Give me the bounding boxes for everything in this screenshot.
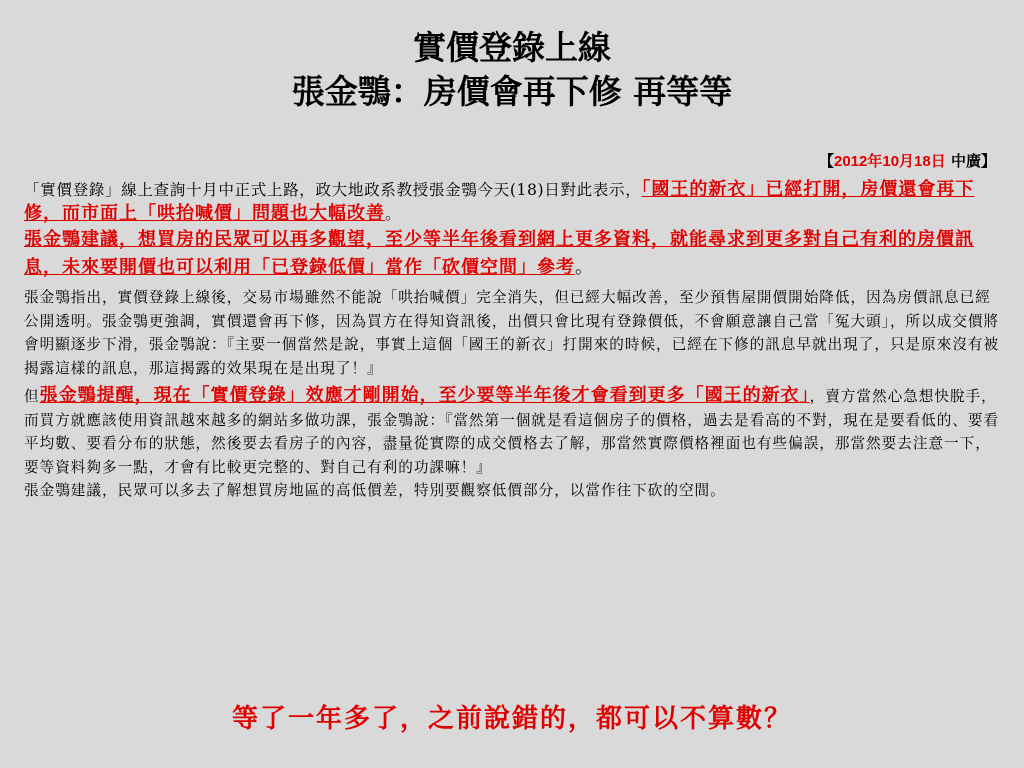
paragraph-4-lead: 但: [24, 388, 40, 405]
paragraph-5: 張金鶚建議，民眾可以多去了解想買房地區的高低價差，特別要觀察低價部分，以當作往下砍的空間。: [24, 482, 726, 499]
paragraph-3: 張金鶚指出，實價登錄上線後，交易市場雖然不能說「哄抬喊價」完全消失，但已經大幅改善，至少預售屋開價開始降低，因為房價訊息已經公開透明。張金鶚更強調，實價還會再下修，因為買方在得知資訊後，出價只會比現有登錄價低，不會願意讓自己當「冤大頭」，所以成交價將會明顯逐步下滑，張金鶚說：『主要一個當然是說，事實上這個「國王的新衣」打開來的時候，已經在下修的訊息早就出現了，只是原來沒有被揭露這樣的訊息，那這揭露的效果現在是出現了！』: [24, 289, 1000, 377]
title-line-1: 實價登錄上線: [413, 28, 611, 67]
paragraph-1-lead: 「實價登錄」線上查詢十月中正式上路，政大地政系教授張金鶚今天(18)日對此表示，: [24, 181, 642, 199]
source-close-bracket: 】: [980, 152, 996, 170]
source-open-bracket: 【: [818, 152, 834, 170]
title-line-2: 張金鶚：房價會再下修 再等等: [291, 72, 733, 111]
paragraph-4-rest: ，賣方當然心急想快脫手，而買方就應該使用資訊越來越多的網站多做功課，張金鶚說：『當然第一個就是看這個房子的價格，過去是看高的不對，現在是要看低的、要看平均數、要看分布的狀態，然後要去看房子的內容，盡量從實際的成交價格去了解，那當然實際價格裡面也有些偏誤，那當然要去注意一下，要等資料夠多一點，才會有比較更完整的、對自己有利的功課嘛！』: [24, 388, 1000, 476]
article-body: [24, 178, 1002, 503]
title-block: [0, 26, 1024, 114]
source-line: [819, 150, 996, 171]
paragraph-2-end: 。: [575, 257, 594, 278]
paragraph-4-emphasis: 張金鶚提醒，現在「實價登錄」效應才剛開始，至少要等半年後才會看到更多「國王的新衣」: [39, 385, 810, 406]
source-outlet: 中廣: [950, 152, 981, 170]
paragraph-1-emphasis: 「國王的新衣」已經打開，房價還會再下修，而市面上「哄抬喊價」問題也大幅改善: [24, 179, 975, 224]
paragraph-1-end: 。: [385, 205, 402, 223]
paragraph-1: [24, 178, 1002, 226]
conclusion-question: 等了一年多了，之前說錯的，都可以不算數？: [231, 704, 792, 734]
paragraph-4: [24, 384, 1002, 479]
paragraph-2-emphasis: 張金鶚建議，想買房的民眾可以再多觀望，至少等半年後看到網上更多資料，就能尋求到更多對自己有利的房價訊息，未來要開價也可以利用「已登錄低價」當作「砍價空間」參考: [24, 229, 974, 278]
paragraph-2: [24, 226, 1002, 282]
source-date: 2012年10月18日: [833, 153, 946, 170]
